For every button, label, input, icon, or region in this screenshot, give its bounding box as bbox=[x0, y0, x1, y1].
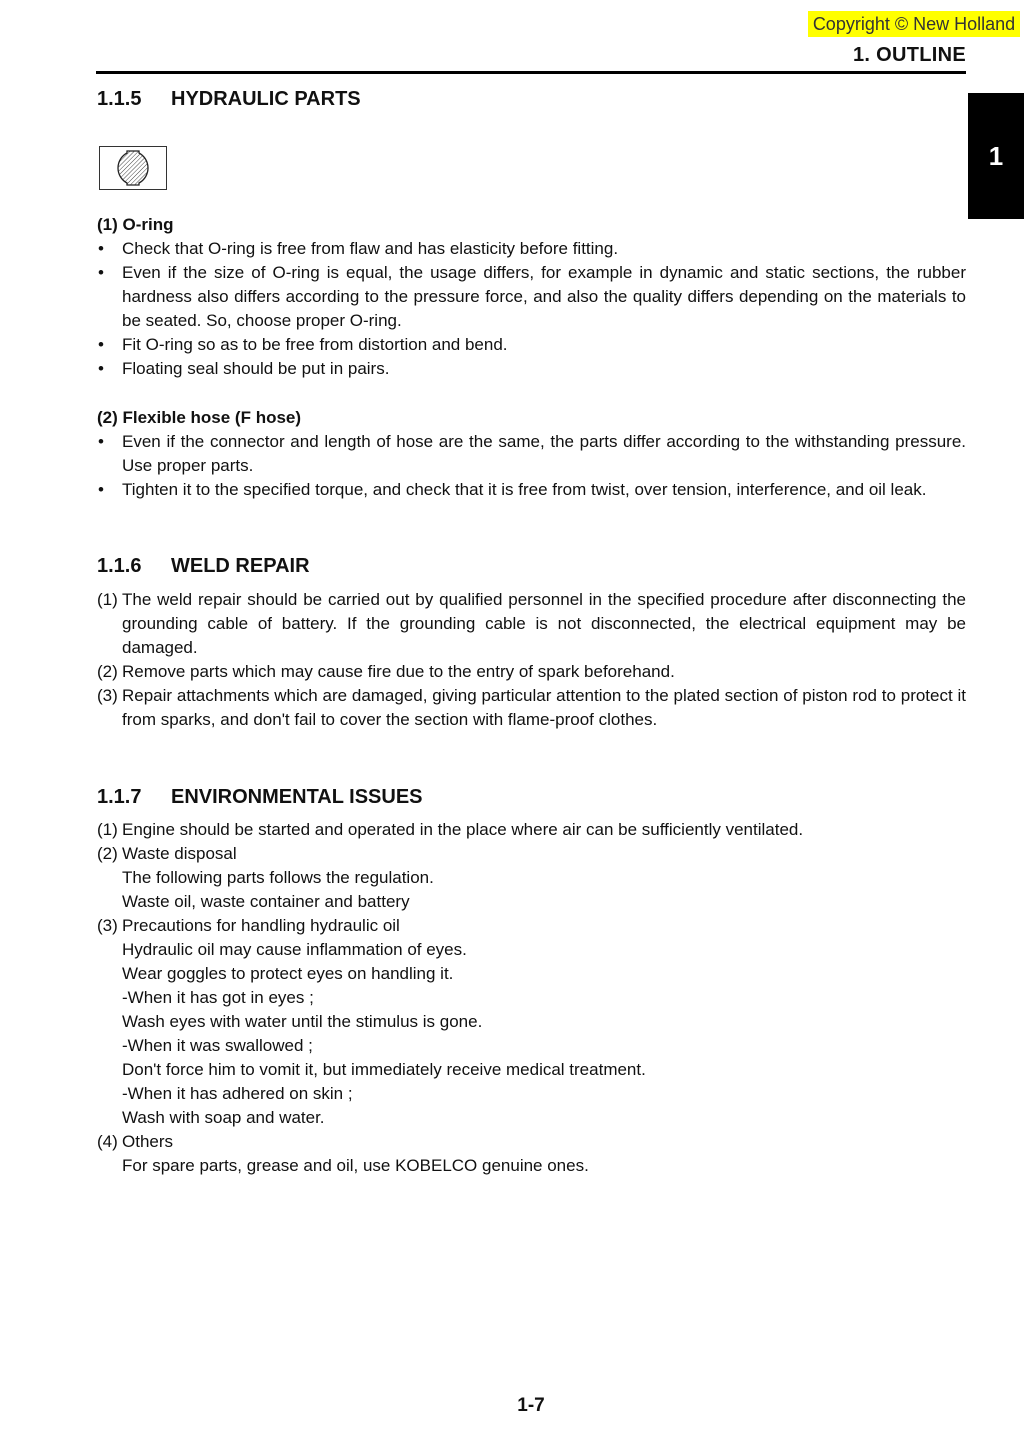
item-number: (3) bbox=[97, 916, 118, 935]
item-number: (4) bbox=[97, 1132, 118, 1151]
list-item bbox=[97, 660, 966, 684]
detail-line: The following parts follows the regulation. bbox=[122, 868, 434, 887]
list-item-text: Repair attachments which are damaged, giving particular attention to the plated section of piston rod to protect it from sparks, and don't fail to cover the section with flame-proof clothes. bbox=[122, 686, 966, 729]
list-item-text: Floating seal should be put in pairs. bbox=[122, 359, 390, 378]
list-item-text: Fit O-ring so as to be free from distortion and bend. bbox=[122, 335, 508, 354]
environmental-list bbox=[97, 818, 966, 1178]
detail-line: Wash with soap and water. bbox=[122, 1108, 325, 1127]
chapter-tab: 1 bbox=[968, 93, 1024, 219]
item-number: (1) bbox=[97, 820, 118, 839]
item-number: (1) bbox=[97, 590, 118, 609]
list-item-text: The weld repair should be carried out by qualified personnel in the specified procedure after disconnecting the grounding cable of battery. If the grounding cable is not disconnected, the electrical equipment may be damaged. bbox=[122, 590, 966, 657]
list-item-text: Engine should be started and operated in the place where air can be sufficiently ventilated. bbox=[122, 820, 804, 839]
list-item bbox=[97, 818, 966, 842]
section-title: ENVIRONMENTAL ISSUES bbox=[171, 786, 423, 808]
section-title: WELD REPAIR bbox=[171, 555, 310, 577]
section-number: 1.1.6 bbox=[97, 555, 142, 577]
detail-line: -When it was swallowed ; bbox=[122, 1036, 313, 1055]
list-item bbox=[97, 333, 966, 357]
section-number: 1.1.5 bbox=[97, 88, 142, 110]
bullet-marker: • bbox=[98, 263, 104, 282]
oring-heading: (1) O-ring bbox=[97, 215, 174, 234]
list-item bbox=[97, 430, 966, 478]
section-heading-environmental-issues bbox=[97, 786, 423, 809]
detail-line: Waste oil, waste container and battery bbox=[122, 892, 410, 911]
bullet-marker: • bbox=[98, 359, 104, 378]
weld-repair-list bbox=[97, 588, 966, 732]
bullet-marker: • bbox=[98, 432, 104, 451]
chapter-header: 1. OUTLINE bbox=[852, 44, 966, 66]
hose-heading: (2) Flexible hose (F hose) bbox=[97, 408, 302, 427]
list-item bbox=[97, 237, 966, 261]
detail-line: -When it has got in eyes ; bbox=[122, 988, 314, 1007]
oring-block bbox=[97, 213, 966, 381]
list-item bbox=[97, 588, 966, 660]
item-number: (3) bbox=[97, 686, 118, 705]
list-item-text: Waste disposal bbox=[122, 844, 237, 863]
detail-line: -When it has adhered on skin ; bbox=[122, 1084, 353, 1103]
list-item-text: Remove parts which may cause fire due to the entry of spark beforehand. bbox=[122, 662, 675, 681]
list-item bbox=[97, 357, 966, 381]
detail-line: Wash eyes with water until the stimulus is gone. bbox=[122, 1012, 483, 1031]
detail-line: Don't force him to vomit it, but immediately receive medical treatment. bbox=[122, 1060, 646, 1079]
list-item bbox=[97, 684, 966, 732]
list-item bbox=[97, 478, 966, 502]
oring-figure bbox=[99, 146, 167, 190]
detail-line: Hydraulic oil may cause inflammation of eyes. bbox=[122, 940, 467, 959]
detail-line: For spare parts, grease and oil, use KOBELCO genuine ones. bbox=[122, 1156, 589, 1175]
section-heading-weld-repair bbox=[97, 555, 310, 578]
bullet-marker: • bbox=[98, 335, 104, 354]
oring-icon bbox=[100, 147, 166, 189]
section-title: HYDRAULIC PARTS bbox=[171, 88, 361, 110]
item-number: (2) bbox=[97, 844, 118, 863]
bullet-marker: • bbox=[98, 480, 104, 499]
list-item-text: Even if the connector and length of hose are the same, the parts differ according to the withstanding pressure. Use proper parts. bbox=[122, 432, 966, 475]
list-item bbox=[97, 914, 966, 938]
list-item-text: Others bbox=[122, 1132, 174, 1151]
list-item-text: Check that O-ring is free from flaw and has elasticity before fitting. bbox=[122, 239, 619, 258]
list-item bbox=[97, 1130, 966, 1154]
list-item-text: Precautions for handling hydraulic oil bbox=[122, 916, 400, 935]
bullet-marker: • bbox=[98, 239, 104, 258]
item-number: (2) bbox=[97, 662, 118, 681]
list-item-text: Tighten it to the specified torque, and check that it is free from twist, over tension, interference, and oil leak. bbox=[122, 480, 927, 499]
header-rule bbox=[96, 71, 966, 74]
section-number: 1.1.7 bbox=[97, 786, 142, 808]
detail-line: Wear goggles to protect eyes on handling it. bbox=[122, 964, 454, 983]
list-item-text: Even if the size of O-ring is equal, the usage differs, for example in dynamic and static sections, the rubber hardness also differs according to the pressure force, and also the quality differs depending on the materials to be seated. So, choose proper O-ring. bbox=[122, 263, 966, 330]
page-number: 1-7 bbox=[517, 1395, 545, 1416]
list-item bbox=[97, 842, 966, 866]
hose-block bbox=[97, 406, 966, 502]
copyright-banner: Copyright © New Holland bbox=[808, 11, 1020, 37]
list-item bbox=[97, 261, 966, 333]
section-heading-hydraulic-parts bbox=[97, 88, 361, 111]
